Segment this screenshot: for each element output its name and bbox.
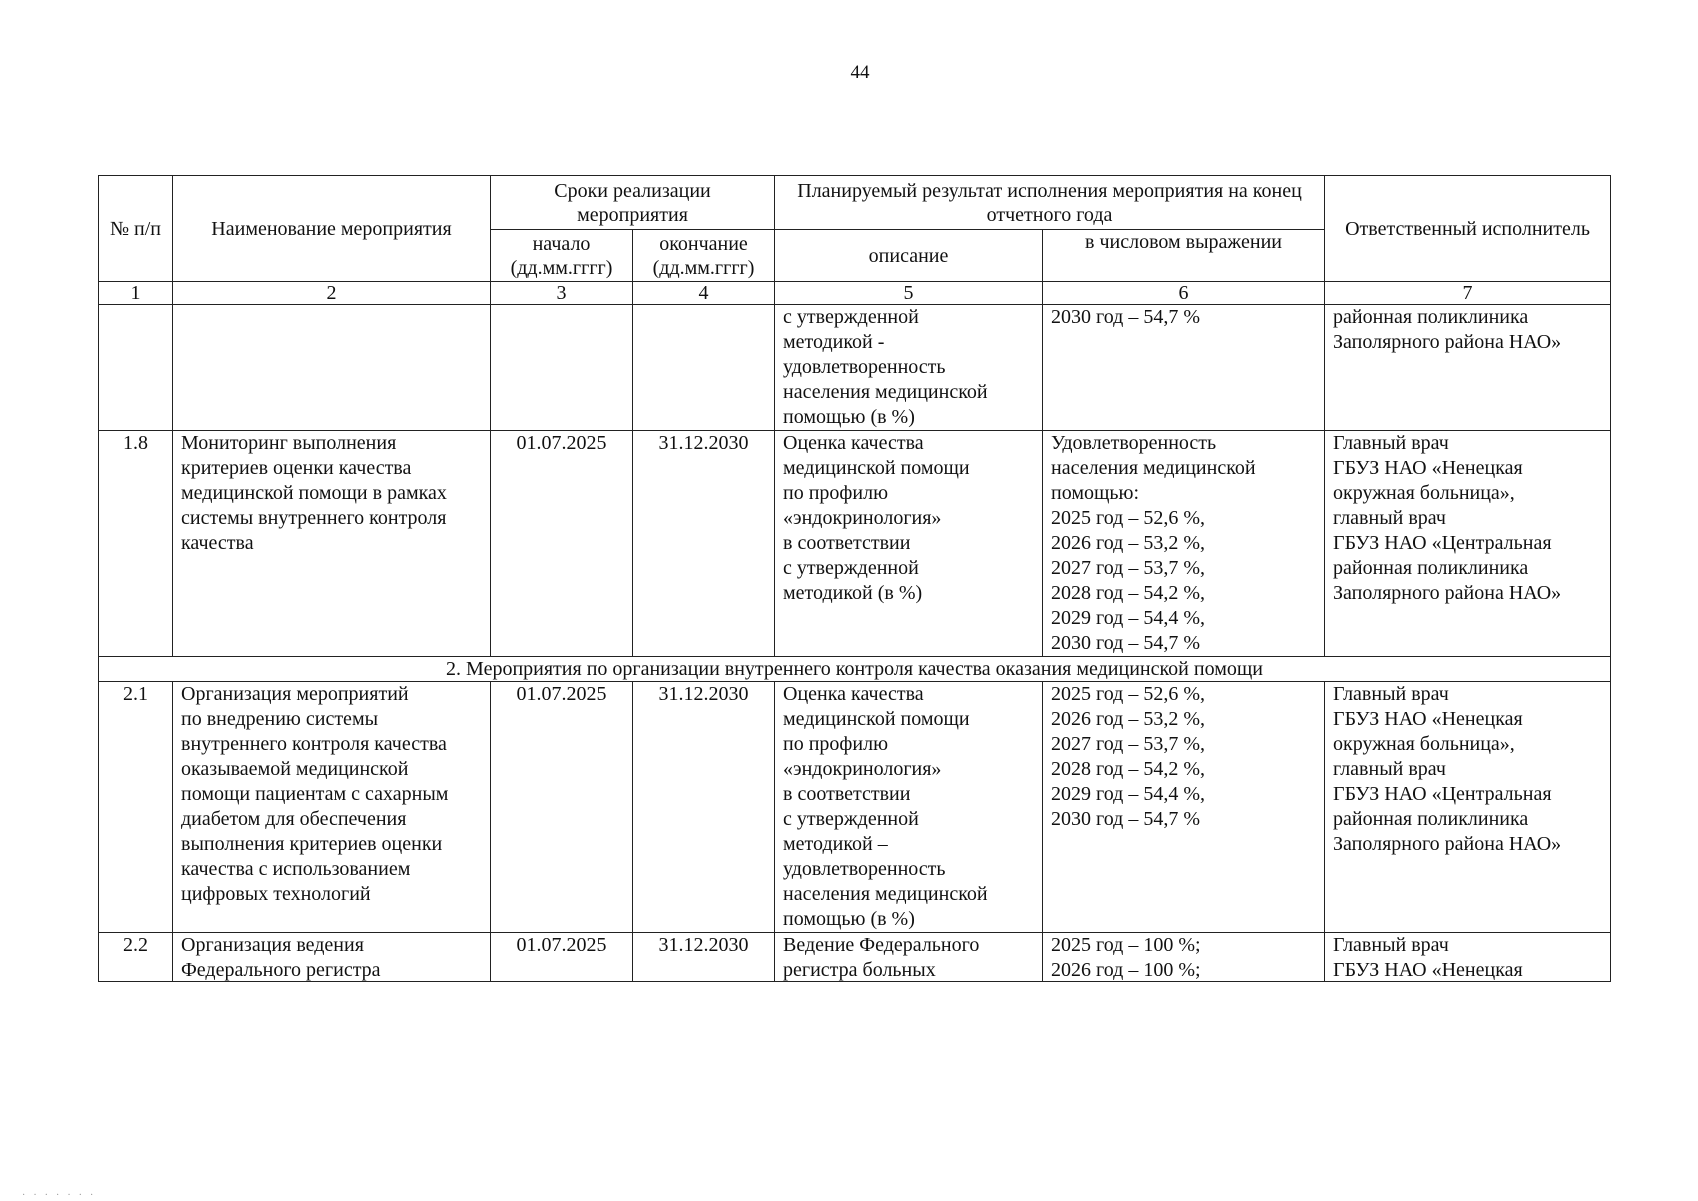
column-number-row bbox=[99, 282, 1611, 305]
column-number: 5 bbox=[775, 282, 1043, 305]
result-numeric-line: 2028 год – 54,2 %, bbox=[1051, 758, 1205, 780]
measure-name-line: выполнения критериев оценки bbox=[181, 833, 443, 855]
start-date: 01.07.2025 bbox=[491, 431, 633, 657]
result-numeric-line: 2025 год – 52,6 %, bbox=[1051, 507, 1205, 529]
row-number bbox=[99, 305, 173, 431]
start-date bbox=[491, 305, 633, 431]
result-description-line: «эндокринология» bbox=[783, 758, 942, 780]
responsible-executor-line: районная поликлиника bbox=[1333, 808, 1529, 830]
measure-name bbox=[173, 305, 491, 431]
row-number: 2.1 bbox=[99, 682, 173, 933]
result-description-line: по профилю bbox=[783, 733, 889, 755]
column-number: 1 bbox=[99, 282, 173, 305]
result-description-line: методикой (в %) bbox=[783, 582, 923, 604]
header-start: начало (дд.мм.гггг) bbox=[491, 230, 633, 282]
column-number: 4 bbox=[633, 282, 775, 305]
measure-name bbox=[173, 431, 491, 657]
result-description-line: медицинской помощи bbox=[783, 708, 970, 730]
result-numeric-line: Удовлетворенность bbox=[1051, 432, 1217, 454]
header-responsible: Ответственный исполнитель bbox=[1325, 176, 1611, 282]
responsible-executor-line: окружная больница», bbox=[1333, 482, 1515, 504]
responsible-executor-line: районная поликлиника bbox=[1333, 306, 1529, 328]
measure-name bbox=[173, 933, 491, 982]
result-numeric-line: помощью: bbox=[1051, 482, 1140, 504]
result-description-line: методикой - bbox=[783, 331, 885, 353]
start-date: 01.07.2025 bbox=[491, 933, 633, 982]
result-numeric-line: 2026 год – 53,2 %, bbox=[1051, 532, 1205, 554]
result-description-line: методикой – bbox=[783, 833, 888, 855]
result-numeric-line: 2026 год – 53,2 %, bbox=[1051, 708, 1205, 730]
responsible-executor-line: главный врач bbox=[1333, 758, 1446, 780]
measure-name-line: качества с использованием bbox=[181, 858, 411, 880]
result-description-line: Оценка качества bbox=[783, 683, 924, 705]
result-numeric bbox=[1043, 933, 1325, 982]
measure-name-line: Мониторинг выполнения bbox=[181, 432, 397, 454]
header-numeric: в числовом выражении bbox=[1043, 230, 1325, 282]
responsible-executor-line: Главный врач bbox=[1333, 934, 1449, 956]
table-row bbox=[99, 933, 1611, 982]
measure-name-line: внутреннего контроля качества bbox=[181, 733, 447, 755]
column-number: 3 bbox=[491, 282, 633, 305]
end-date: 31.12.2030 bbox=[633, 933, 775, 982]
measure-name-line: системы внутреннего контроля bbox=[181, 507, 447, 529]
result-description-line: помощью (в %) bbox=[783, 406, 915, 428]
result-numeric-line: 2029 год – 54,4 %, bbox=[1051, 783, 1205, 805]
measure-name-line: Федерального регистра bbox=[181, 959, 381, 981]
result-numeric-line: 2030 год – 54,7 % bbox=[1051, 306, 1200, 328]
responsible-executor bbox=[1325, 933, 1611, 982]
result-description-line: населения медицинской bbox=[783, 883, 988, 905]
result-description-line: с утвержденной bbox=[783, 557, 919, 579]
section-row bbox=[99, 657, 1611, 682]
responsible-executor-line: районная поликлиника bbox=[1333, 557, 1529, 579]
measure-name-line: критериев оценки качества bbox=[181, 457, 412, 479]
result-description-line: с утвержденной bbox=[783, 306, 919, 328]
header-description: описание bbox=[775, 230, 1043, 282]
result-description-line: в соответствии bbox=[783, 532, 911, 554]
result-numeric bbox=[1043, 431, 1325, 657]
result-numeric-line: 2027 год – 53,7 %, bbox=[1051, 557, 1205, 579]
responsible-executor-line: Заполярного района НАО» bbox=[1333, 331, 1562, 353]
header-end: окончание (дд.мм.гггг) bbox=[633, 230, 775, 282]
result-description-line: регистра больных bbox=[783, 959, 936, 981]
result-numeric-line: 2025 год – 100 %; bbox=[1051, 934, 1201, 956]
measure-name-line: Организация ведения bbox=[181, 934, 364, 956]
header-timing: Сроки реализации мероприятия bbox=[491, 176, 775, 230]
header-name: Наименование мероприятия bbox=[173, 176, 491, 282]
header-result: Планируемый результат исполнения мероприятия на конец отчетного года bbox=[775, 176, 1325, 230]
result-description bbox=[775, 431, 1043, 657]
row-number: 2.2 bbox=[99, 933, 173, 982]
result-description-line: населения медицинской bbox=[783, 381, 988, 403]
measure-name-line: качества bbox=[181, 532, 254, 554]
result-numeric-line: 2030 год – 54,7 % bbox=[1051, 632, 1200, 654]
measure-name bbox=[173, 682, 491, 933]
responsible-executor bbox=[1325, 305, 1611, 431]
result-description-line: медицинской помощи bbox=[783, 457, 970, 479]
responsible-executor-line: Заполярного района НАО» bbox=[1333, 833, 1562, 855]
result-description-line: с утвержденной bbox=[783, 808, 919, 830]
measure-name-line: цифровых технологий bbox=[181, 883, 371, 905]
table-row bbox=[99, 431, 1611, 657]
column-number: 7 bbox=[1325, 282, 1611, 305]
result-numeric bbox=[1043, 682, 1325, 933]
start-date: 01.07.2025 bbox=[491, 682, 633, 933]
measure-name-line: помощи пациентам с сахарным bbox=[181, 783, 449, 805]
table-row bbox=[99, 305, 1611, 431]
result-description-line: «эндокринология» bbox=[783, 507, 942, 529]
result-description bbox=[775, 933, 1043, 982]
measure-name-line: Организация мероприятий bbox=[181, 683, 409, 705]
measure-name-line: по внедрению системы bbox=[181, 708, 379, 730]
measure-name-line: оказываемой медицинской bbox=[181, 758, 409, 780]
column-number: 2 bbox=[173, 282, 491, 305]
result-numeric-line: 2026 год – 100 %; bbox=[1051, 959, 1201, 981]
result-description-line: помощью (в %) bbox=[783, 908, 915, 930]
column-number: 6 bbox=[1043, 282, 1325, 305]
responsible-executor-line: ГБУЗ НАО «Ненецкая bbox=[1333, 959, 1523, 981]
scan-speckles: ······· bbox=[22, 1190, 102, 1201]
result-description-line: Оценка качества bbox=[783, 432, 924, 454]
responsible-executor-line: окружная больница», bbox=[1333, 733, 1515, 755]
responsible-executor-line: Заполярного района НАО» bbox=[1333, 582, 1562, 604]
measure-name-line: диабетом для обеспечения bbox=[181, 808, 407, 830]
responsible-executor-line: ГБУЗ НАО «Ненецкая bbox=[1333, 708, 1523, 730]
section-title: 2. Мероприятия по организации внутреннего контроля качества оказания медицинской помощи bbox=[99, 657, 1611, 682]
result-numeric-line: 2028 год – 54,2 %, bbox=[1051, 582, 1205, 604]
result-description-line: Ведение Федерального bbox=[783, 934, 980, 956]
result-description-line: по профилю bbox=[783, 482, 889, 504]
measure-name-line: медицинской помощи в рамках bbox=[181, 482, 447, 504]
end-date: 31.12.2030 bbox=[633, 682, 775, 933]
responsible-executor-line: Главный врач bbox=[1333, 683, 1449, 705]
responsible-executor-line: ГБУЗ НАО «Ненецкая bbox=[1333, 457, 1523, 479]
responsible-executor-line: главный врач bbox=[1333, 507, 1446, 529]
result-description bbox=[775, 305, 1043, 431]
responsible-executor bbox=[1325, 431, 1611, 657]
result-description-line: удовлетворенность bbox=[783, 858, 946, 880]
end-date: 31.12.2030 bbox=[633, 431, 775, 657]
responsible-executor-line: Главный врач bbox=[1333, 432, 1449, 454]
end-date bbox=[633, 305, 775, 431]
result-numeric-line: 2030 год – 54,7 % bbox=[1051, 808, 1200, 830]
responsible-executor-line: ГБУЗ НАО «Центральная bbox=[1333, 532, 1552, 554]
result-numeric bbox=[1043, 305, 1325, 431]
result-numeric-line: 2027 год – 53,7 %, bbox=[1051, 733, 1205, 755]
row-number: 1.8 bbox=[99, 431, 173, 657]
result-description-line: в соответствии bbox=[783, 783, 911, 805]
result-numeric-line: 2029 год – 54,4 %, bbox=[1051, 607, 1205, 629]
result-description bbox=[775, 682, 1043, 933]
result-description-line: удовлетворенность bbox=[783, 356, 946, 378]
result-numeric-line: населения медицинской bbox=[1051, 457, 1256, 479]
measures-table bbox=[98, 175, 1611, 982]
responsible-executor-line: ГБУЗ НАО «Центральная bbox=[1333, 783, 1552, 805]
header-num: № п/п bbox=[99, 176, 173, 282]
responsible-executor bbox=[1325, 682, 1611, 933]
page-number: 44 bbox=[850, 62, 870, 83]
table-row bbox=[99, 682, 1611, 933]
result-numeric-line: 2025 год – 52,6 %, bbox=[1051, 683, 1205, 705]
